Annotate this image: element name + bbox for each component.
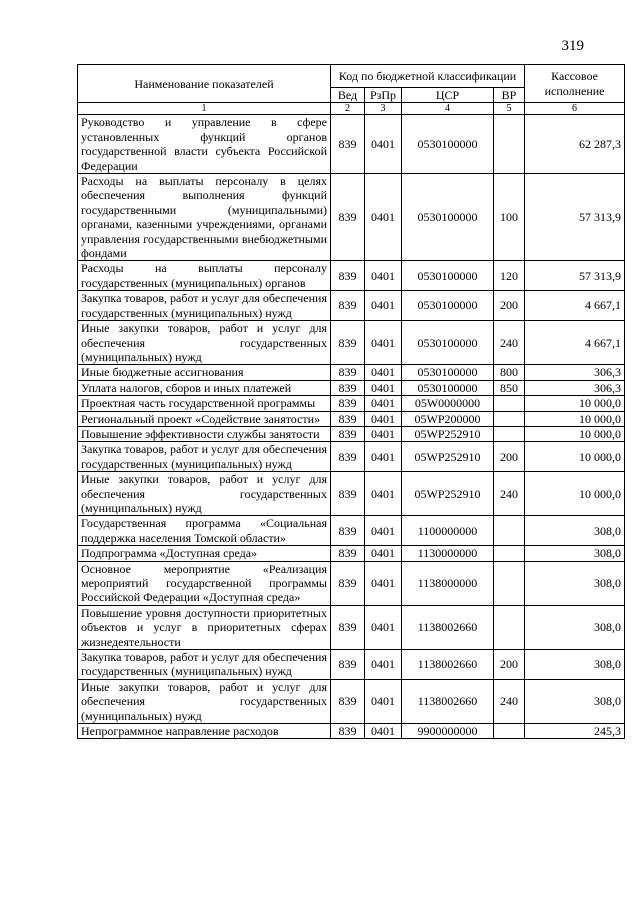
row-vr: 850 [494,380,525,395]
col-number: 6 [525,103,625,115]
row-vr: 240 [494,321,525,365]
header-ved: Вед [331,88,365,103]
table-row [78,679,625,723]
row-amount: 10 000,0 [525,472,625,516]
row-vr [494,561,525,605]
row-amount: 10 000,0 [525,396,625,411]
table-row [78,411,625,426]
row-csr: 0530100000 [402,380,494,395]
row-csr: 05W0000000 [402,396,494,411]
row-ved: 839 [331,516,365,546]
table-row [78,365,625,380]
row-amount: 4 667,1 [525,291,625,321]
row-name: Иные закупки товаров, работ и услуг для обеспечения государственных (муниципальных) нужд [78,472,331,516]
table-row [78,472,625,516]
row-ved: 839 [331,261,365,291]
row-amount: 57 313,9 [525,261,625,291]
table-row [78,546,625,561]
col-number: 2 [331,103,365,115]
row-name: Повышение уровня доступности приоритетных объектов и услуг в приоритетных сферах жизнедеятельности [78,605,331,649]
row-ved: 839 [331,380,365,395]
row-rzpr: 0401 [365,174,402,261]
row-vr: 200 [494,650,525,680]
row-ved: 839 [331,724,365,739]
row-csr: 1138000000 [402,561,494,605]
row-csr: 05WP252910 [402,472,494,516]
row-csr: 05WP252910 [402,426,494,441]
row-rzpr: 0401 [365,650,402,680]
row-rzpr: 0401 [365,321,402,365]
header-row-1 [78,65,625,88]
row-name: Региональный проект «Содействие занятости» [78,411,331,426]
row-csr: 1100000000 [402,516,494,546]
row-csr: 0530100000 [402,115,494,174]
row-rzpr: 0401 [365,442,402,472]
row-rzpr: 0401 [365,380,402,395]
row-csr: 1130000000 [402,546,494,561]
row-ved: 839 [331,679,365,723]
row-csr: 05WP200000 [402,411,494,426]
row-amount: 308,0 [525,650,625,680]
row-name: Расходы на выплаты персоналу государственных (муниципальных) органов [78,261,331,291]
row-rzpr: 0401 [365,605,402,649]
row-amount: 306,3 [525,380,625,395]
row-csr: 05WP252910 [402,442,494,472]
col-number: 5 [494,103,525,115]
row-name: Расходы на выплаты персоналу в целях обеспечения выполнения функций государственными (муниципальными) органами, казенными учреждениями, органами управления государственными внебюджетными фондами [78,174,331,261]
row-rzpr: 0401 [365,679,402,723]
col-number: 1 [78,103,331,115]
row-rzpr: 0401 [365,115,402,174]
row-ved: 839 [331,396,365,411]
row-vr: 100 [494,174,525,261]
row-ved: 839 [331,561,365,605]
row-vr [494,396,525,411]
row-amount: 308,0 [525,561,625,605]
header-vr: ВР [494,88,525,103]
row-vr [494,546,525,561]
table-row [78,442,625,472]
row-name: Закупка товаров, работ и услуг для обеспечения государственных (муниципальных) нужд [78,442,331,472]
row-vr [494,411,525,426]
row-amount: 10 000,0 [525,442,625,472]
table-row [78,174,625,261]
row-csr: 1138002660 [402,650,494,680]
row-ved: 839 [331,442,365,472]
table-row [78,605,625,649]
table-row [78,396,625,411]
row-rzpr: 0401 [365,396,402,411]
table-row [78,724,625,739]
column-number-row [78,103,625,115]
row-ved: 839 [331,365,365,380]
row-csr: 0530100000 [402,321,494,365]
row-csr: 0530100000 [402,365,494,380]
row-rzpr: 0401 [365,365,402,380]
header-kassa: Кассовое исполнение [525,65,625,103]
row-ved: 839 [331,321,365,365]
table-row [78,426,625,441]
row-vr [494,426,525,441]
row-name: Государственная программа «Социальная поддержка населения Томской области» [78,516,331,546]
row-ved: 839 [331,546,365,561]
table-row [78,561,625,605]
row-name: Закупка товаров, работ и услуг для обеспечения государственных (муниципальных) нужд [78,650,331,680]
row-name: Повышение эффективности службы занятости [78,426,331,441]
row-vr [494,724,525,739]
row-name: Иные закупки товаров, работ и услуг для обеспечения государственных (муниципальных) нужд [78,679,331,723]
row-amount: 10 000,0 [525,426,625,441]
row-amount: 57 313,9 [525,174,625,261]
row-rzpr: 0401 [365,472,402,516]
row-amount: 308,0 [525,546,625,561]
row-amount: 308,0 [525,605,625,649]
row-name: Закупка товаров, работ и услуг для обеспечения государственных (муниципальных) нужд [78,291,331,321]
row-name: Основное мероприятие «Реализация мероприятий государственной программы Российской Федерации «Доступная среда» [78,561,331,605]
row-csr: 1138002660 [402,605,494,649]
row-amount: 245,3 [525,724,625,739]
header-rzpr: РзПр [365,88,402,103]
row-csr: 1138002660 [402,679,494,723]
table-row [78,115,625,174]
header-csr: ЦСР [402,88,494,103]
table-row [78,261,625,291]
page-number: 319 [561,38,584,54]
row-name: Непрограммное направление расходов [78,724,331,739]
row-rzpr: 0401 [365,291,402,321]
row-name: Иные закупки товаров, работ и услуг для обеспечения государственных (муниципальных) нужд [78,321,331,365]
row-vr: 120 [494,261,525,291]
budget-table [77,64,625,739]
row-amount: 62 287,3 [525,115,625,174]
row-amount: 308,0 [525,679,625,723]
row-vr: 800 [494,365,525,380]
row-rzpr: 0401 [365,724,402,739]
row-vr [494,516,525,546]
row-name: Иные бюджетные ассигнования [78,365,331,380]
table-row [78,291,625,321]
row-amount: 306,3 [525,365,625,380]
row-amount: 4 667,1 [525,321,625,365]
row-name: Руководство и управление в сфере установленных функций органов государственной власти субъекта Российской Федерации [78,115,331,174]
row-rzpr: 0401 [365,561,402,605]
row-vr [494,115,525,174]
row-amount: 10 000,0 [525,411,625,426]
row-name: Подпрограмма «Доступная среда» [78,546,331,561]
row-ved: 839 [331,174,365,261]
row-vr: 200 [494,291,525,321]
header-name: Наименование показателей [78,65,331,103]
row-vr [494,605,525,649]
row-vr: 240 [494,472,525,516]
row-ved: 839 [331,472,365,516]
row-rzpr: 0401 [365,546,402,561]
table-row [78,650,625,680]
row-rzpr: 0401 [365,516,402,546]
row-ved: 839 [331,426,365,441]
col-number: 4 [402,103,494,115]
row-ved: 839 [331,411,365,426]
table-row [78,380,625,395]
row-vr: 240 [494,679,525,723]
table-row [78,516,625,546]
row-ved: 839 [331,605,365,649]
table-row [78,321,625,365]
row-ved: 839 [331,291,365,321]
row-amount: 308,0 [525,516,625,546]
row-rzpr: 0401 [365,411,402,426]
row-csr: 0530100000 [402,261,494,291]
row-ved: 839 [331,115,365,174]
row-rzpr: 0401 [365,426,402,441]
row-csr: 0530100000 [402,174,494,261]
row-csr: 0530100000 [402,291,494,321]
col-number: 3 [365,103,402,115]
row-name: Проектная часть государственной программы [78,396,331,411]
row-ved: 839 [331,650,365,680]
row-csr: 9900000000 [402,724,494,739]
header-code-group: Код по бюджетной классификации [331,65,525,88]
row-rzpr: 0401 [365,261,402,291]
row-vr: 200 [494,442,525,472]
row-name: Уплата налогов, сборов и иных платежей [78,380,331,395]
